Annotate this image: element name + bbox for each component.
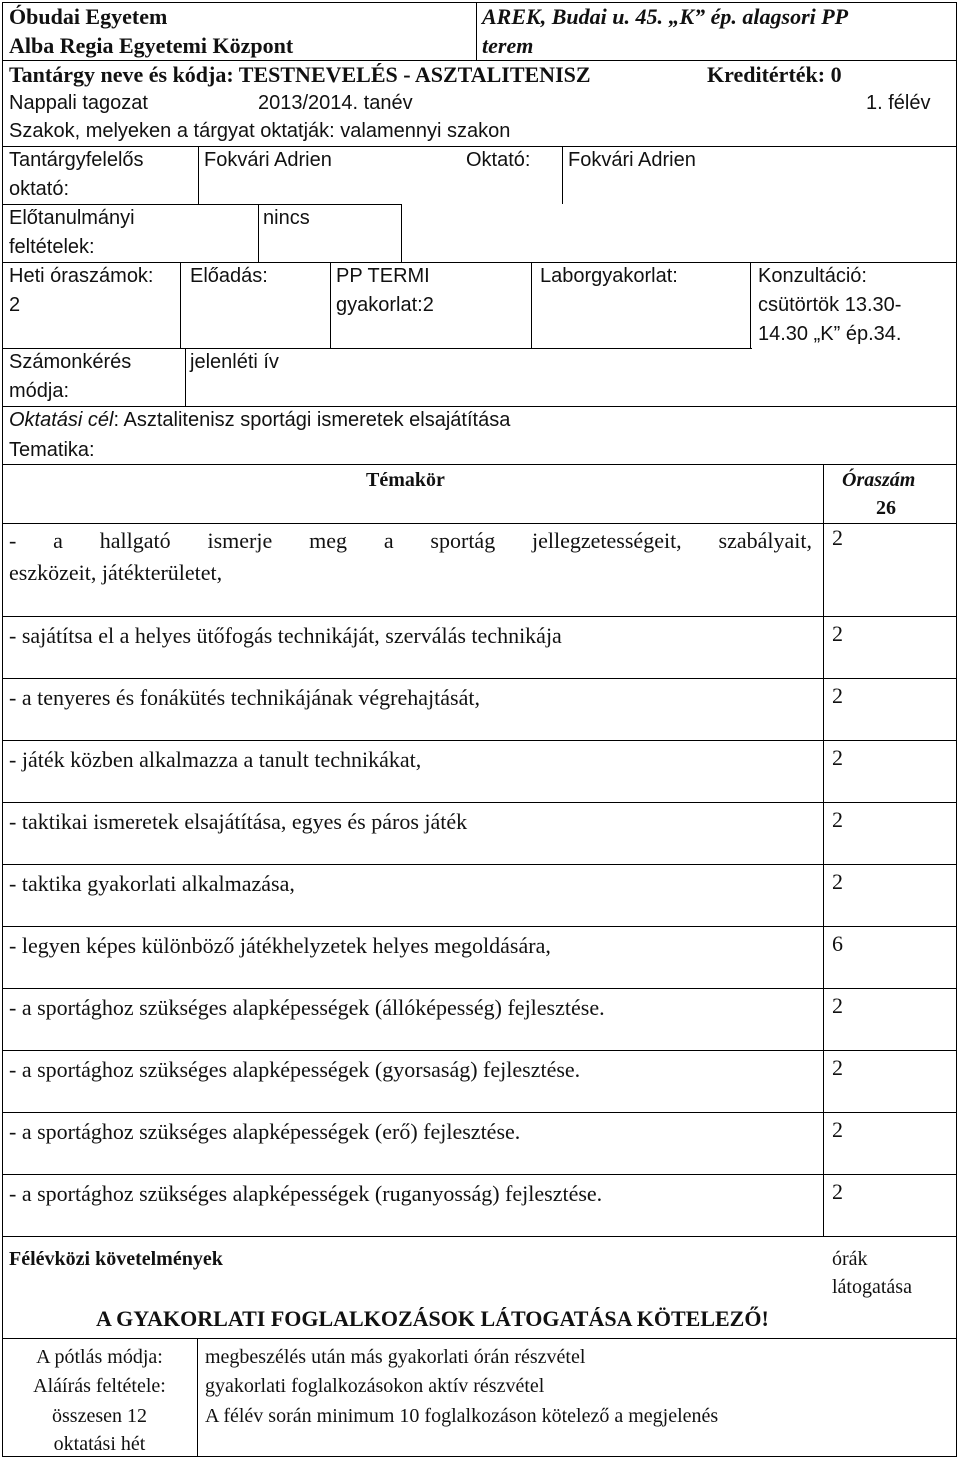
signature-label: Aláírás feltétele:	[33, 1375, 166, 1397]
lecture-label: Előadás:	[190, 265, 268, 287]
table-divider	[2, 1236, 957, 1237]
consultation-time: csütörtök 13.30-	[758, 294, 902, 316]
assessment-label: Számonkérés	[9, 351, 132, 373]
course-name: Tantárgy neve és kódja: TESTNEVELÉS - ASZTALITENISZ	[9, 62, 591, 87]
requirements-right-2: látogatása	[832, 1276, 912, 1298]
consultation-label: Konzultáció:	[758, 265, 867, 287]
topic-row-11-hours: 2	[832, 1179, 843, 1204]
weeks-label: összesen 12	[52, 1405, 147, 1427]
responsible-name: Fokvári Adrien	[204, 149, 332, 171]
topic-row-5-text: - taktikai ismeretek elsajátítása, egyes és páros játék	[9, 809, 468, 834]
table-divider	[330, 262, 331, 348]
credit-value: Kreditérték: 0	[707, 62, 842, 87]
topic-row-9-text: - a sportághoz szükséges alapképességek (gyorsaság) fejlesztése.	[9, 1057, 581, 1082]
consultation-place: 14.30 „K” ép.34.	[758, 323, 902, 345]
table-divider	[401, 204, 402, 262]
topic-row-8-hours: 2	[832, 993, 843, 1018]
topic-row-2-hours: 2	[832, 621, 843, 646]
signature-value: gyakorlati foglalkozásokon aktív részvétel	[205, 1375, 545, 1397]
table-divider	[258, 204, 259, 262]
university-name: Óbudai Egyetem	[9, 4, 168, 29]
table-divider	[2, 464, 957, 465]
center-name: Alba Regia Egyetemi Központ	[9, 33, 294, 58]
tematika-label: Tematika:	[9, 439, 95, 461]
requirements-title: Félévközi követelmények	[9, 1248, 223, 1270]
topic-row-5-hours: 2	[832, 807, 843, 832]
table-divider	[185, 348, 186, 406]
prerequisites-label: Előtanulmányi	[9, 207, 135, 229]
topic-row-1-text-2: eszközeit, játékterületet,	[9, 560, 223, 585]
teacher-name: Fokvári Adrien	[568, 149, 696, 171]
topic-row-3-hours: 2	[832, 683, 843, 708]
teacher-label: Oktató:	[466, 149, 531, 171]
table-divider	[2, 864, 957, 865]
weekly-hours-value: 2	[9, 294, 21, 316]
lab-label: Laborgyakorlat:	[540, 265, 678, 287]
practice-label: PP TERMI	[336, 265, 430, 287]
prerequisites-value: nincs	[263, 207, 310, 229]
topic-row-7-hours: 6	[832, 931, 843, 956]
location-line-1: AREK, Budai u. 45. „K” ép. alagsori PP	[482, 4, 849, 29]
table-divider	[562, 146, 563, 204]
table-divider	[2, 1050, 957, 1051]
table-divider	[2, 926, 957, 927]
mandatory-attendance-notice: A GYAKORLATI FOGLALKOZÁSOK LÁTOGATÁSA KÖTELEZŐ!	[96, 1306, 769, 1331]
topic-row-7-text: - legyen képes különböző játékhelyzetek helyes megoldására,	[9, 933, 551, 958]
table-divider	[2, 740, 957, 741]
topic-row-2-text: - sajátítsa el a helyes ütőfogás technikáját, szerválás technikája	[9, 623, 562, 648]
topic-header: Témakör	[366, 469, 445, 491]
location-line-2: terem	[482, 33, 534, 58]
goal-line	[9, 406, 510, 435]
topic-row-4-hours: 2	[832, 745, 843, 770]
topic-row-1-text: - a hallgató ismerje meg a sportág jellegzetességeit, szabályait,	[9, 528, 812, 553]
table-divider	[2, 1338, 957, 1339]
table-divider	[750, 262, 751, 348]
assessment-value: jelenléti ív	[190, 351, 279, 373]
table-divider	[197, 1338, 198, 1456]
table-divider	[2, 1174, 957, 1175]
table-divider	[476, 2, 477, 60]
table-divider	[531, 262, 532, 348]
prerequisites-label-2: feltételek:	[9, 236, 95, 258]
topic-row-10-text: - a sportághoz szükséges alapképességek (erő) fejlesztése.	[9, 1119, 521, 1144]
topic-row-1-hours: 2	[832, 525, 843, 550]
table-divider	[2, 678, 957, 679]
topic-row-6-text: - taktika gyakorlati alkalmazása,	[9, 871, 295, 896]
practice-value: gyakorlat:2	[336, 294, 434, 316]
makeup-value: megbeszélés után más gyakorlati órán részvétel	[205, 1346, 586, 1368]
table-divider	[823, 464, 824, 1236]
topic-row-8-text: - a sportághoz szükséges alapképességek (állóképesség) fejlesztése.	[9, 995, 605, 1020]
weeks-label-2: oktatási hét	[53, 1433, 146, 1455]
table-divider	[2, 523, 957, 524]
semester: 1. félév	[866, 92, 931, 114]
goal-label: Oktatási cél	[9, 409, 114, 431]
table-divider	[2, 802, 957, 803]
makeup-label: A pótlás módja:	[36, 1346, 163, 1368]
table-border	[2, 2, 3, 1457]
weekly-hours-label: Heti óraszámok:	[9, 265, 154, 287]
topic-row-11-text: - a sportághoz szükséges alapképességek (ruganyosság) fejlesztése.	[9, 1181, 603, 1206]
topic-row-3-text: - a tenyeres és fonákütés technikájának végrehajtását,	[9, 685, 480, 710]
table-border	[956, 2, 957, 1457]
weeks-value: A félév során minimum 10 foglalkozáson kötelező a megjelenés	[205, 1405, 719, 1427]
hours-header: Óraszám	[842, 469, 916, 491]
study-mode: Nappali tagozat	[9, 92, 148, 114]
table-divider	[180, 262, 181, 348]
programs-line: Szakok, melyeken a tárgyat oktatják: valamennyi szakon	[9, 120, 511, 142]
assessment-label-2: módja:	[9, 380, 70, 402]
responsible-label: Tantárgyfelelős	[9, 149, 144, 171]
goal-text: : Asztalitenisz sportági ismeretek elsajátítása	[113, 409, 511, 431]
topic-row-6-hours: 2	[832, 869, 843, 894]
requirements-right-1: órák	[832, 1248, 868, 1270]
table-divider	[2, 616, 957, 617]
table-divider	[198, 146, 199, 204]
responsible-label-2: oktató:	[9, 178, 70, 200]
topic-row-9-hours: 2	[832, 1055, 843, 1080]
academic-year: 2013/2014. tanév	[258, 92, 413, 114]
topic-row-4-text: - játék közben alkalmazza a tanult technikákat,	[9, 747, 422, 772]
table-divider	[2, 1112, 957, 1113]
table-divider	[2, 988, 957, 989]
hours-total: 26	[876, 497, 896, 519]
topic-row-10-hours: 2	[832, 1117, 843, 1142]
